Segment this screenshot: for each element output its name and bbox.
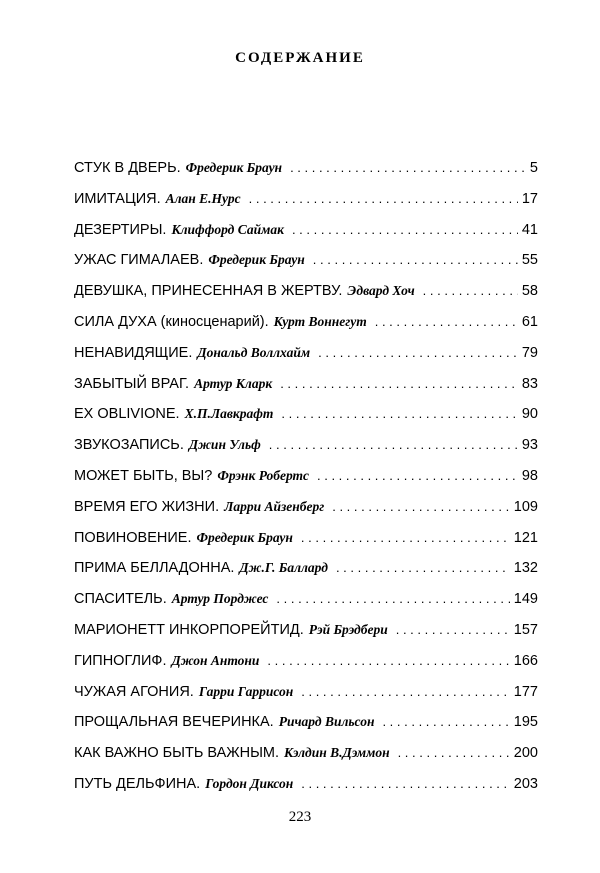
entry-page-number: 5 <box>529 160 538 176</box>
entry-author: Джин Ульф <box>188 437 261 453</box>
dot-leader <box>276 591 509 606</box>
entry-author: Алан Е.Нурс <box>165 190 241 206</box>
entry-page-number: 58 <box>521 283 538 300</box>
dot-leader <box>375 314 518 329</box>
entry-page-number: 149 <box>513 591 538 608</box>
dot-leader <box>301 684 510 699</box>
toc-entry <box>74 591 538 622</box>
toc-entry <box>74 406 538 437</box>
entry-page-number: 121 <box>513 529 538 546</box>
page-heading: СОДЕРЖАНИЕ <box>235 50 365 66</box>
dot-leader <box>301 776 510 791</box>
entry-page-number: 98 <box>521 467 538 484</box>
dot-leader <box>396 622 510 637</box>
entry-author: Артур Кларк <box>194 375 273 391</box>
entry-author: Дж.Г. Баллард <box>239 560 328 576</box>
entry-title: НЕНАВИДЯЩИЕ. <box>74 344 193 361</box>
toc-entry <box>74 191 538 222</box>
entry-author: Джон Антони <box>171 652 260 668</box>
entry-author: Дональд Воллхайм <box>197 344 311 360</box>
entry-title: EX OBLIVIONE. <box>74 406 180 423</box>
entry-author: Ларри Айзенберг <box>224 498 325 514</box>
entry-title: ПУТЬ ДЕЛЬФИНА. <box>74 775 201 792</box>
entry-title: КАК ВАЖНО БЫТЬ ВАЖНЫМ. <box>74 745 280 762</box>
entry-page-number: 200 <box>513 745 538 762</box>
dot-leader <box>301 530 510 545</box>
toc-entry <box>74 714 538 745</box>
entry-page-number: 109 <box>513 498 538 515</box>
entry-page-number: 166 <box>513 652 538 669</box>
toc-entry <box>74 222 538 253</box>
entry-title: СТУК В ДВЕРЬ. <box>74 160 181 176</box>
dot-leader <box>292 222 518 237</box>
toc-entry <box>74 376 538 407</box>
entry-author: Ричард Вильсон <box>278 714 375 730</box>
entry-title: СПАСИТЕЛЬ. <box>74 591 167 608</box>
dot-leader <box>423 283 518 298</box>
page-number: 223 <box>288 809 312 825</box>
entry-page-number: 177 <box>513 683 538 700</box>
toc-entry <box>74 684 538 715</box>
entry-title: СИЛА ДУХА (киносценарий). <box>74 313 269 330</box>
entry-page-number: 61 <box>521 313 538 330</box>
dot-leader <box>313 252 518 267</box>
entry-page-number: 93 <box>521 437 538 454</box>
toc-entry <box>74 468 538 499</box>
entry-page-number: 203 <box>513 775 538 792</box>
dot-leader <box>249 191 518 206</box>
toc-entry <box>74 437 538 468</box>
entry-author: Курт Воннегут <box>273 313 367 329</box>
toc-entry <box>74 314 538 345</box>
entry-title: ЧУЖАЯ АГОНИЯ. <box>74 683 194 700</box>
entry-title: МОЖЕТ БЫТЬ, ВЫ? <box>74 467 213 484</box>
dot-leader <box>398 745 510 760</box>
entry-title: ЗАБЫТЫЙ ВРАГ. <box>74 375 190 392</box>
entry-title: ДЕЗЕРТИРЫ. <box>74 221 167 238</box>
toc-entry <box>74 160 538 191</box>
entry-page-number: 132 <box>513 560 538 577</box>
dot-leader <box>269 437 518 452</box>
entry-page-number: 195 <box>513 714 538 731</box>
entry-author: Фредерик Браун <box>196 529 293 545</box>
entry-page-number: 41 <box>521 221 538 238</box>
entry-author: Гарри Гаррисон <box>198 683 294 699</box>
toc-entry <box>74 499 538 530</box>
toc-entry <box>74 776 538 807</box>
entry-author: Фредерик Браун <box>185 160 283 175</box>
toc-entry <box>74 560 538 591</box>
entry-author: Эдвард Хоч <box>347 283 415 299</box>
entry-page-number: 90 <box>521 406 538 423</box>
entry-page-number: 17 <box>521 190 538 207</box>
toc-entry <box>74 653 538 684</box>
dot-leader <box>336 560 510 575</box>
entry-author: Х.П.Лавкрафт <box>184 406 274 422</box>
toc-entry <box>74 283 538 314</box>
entry-title: ПРОЩАЛЬНАЯ ВЕЧЕРИНКА. <box>74 714 274 731</box>
dot-leader <box>290 160 526 175</box>
entry-title: ДЕВУШКА, ПРИНЕСЕННАЯ В ЖЕРТВУ. <box>74 283 343 300</box>
toc-entry <box>74 345 538 376</box>
entry-author: Гордон Диксон <box>205 775 294 791</box>
dot-leader <box>280 376 518 391</box>
toc-entry <box>74 745 538 776</box>
entry-title: ИМИТАЦИЯ. <box>74 190 161 207</box>
dot-leader <box>382 714 509 729</box>
dot-leader <box>317 468 518 483</box>
entry-author: Кэлдин В.Дэммон <box>284 745 390 761</box>
entry-title: ЗВУКОЗАПИСЬ. <box>74 437 184 454</box>
entry-author: Фредерик Браун <box>208 252 305 268</box>
toc-entry <box>74 252 538 283</box>
dot-leader <box>281 406 517 421</box>
entry-title: МАРИОНЕТТ ИНКОРПОРЕЙТИД. <box>74 621 304 638</box>
entry-title: ГИПНОГЛИФ. <box>74 652 167 669</box>
entry-author: Клиффорд Саймак <box>171 221 284 237</box>
dot-leader <box>332 499 510 514</box>
dot-leader <box>318 345 518 360</box>
entry-title: УЖАС ГИМАЛАЕВ. <box>74 252 204 269</box>
entry-title: ВРЕМЯ ЕГО ЖИЗНИ. <box>74 498 220 515</box>
entry-page-number: 55 <box>521 252 538 269</box>
entry-author: Рэй Брэдбери <box>308 621 388 637</box>
toc-entry <box>74 530 538 561</box>
toc-entry <box>74 622 538 653</box>
entry-page-number: 157 <box>513 621 538 638</box>
entry-page-number: 79 <box>521 344 538 361</box>
entry-page-number: 83 <box>521 375 538 392</box>
entry-title: ПРИМА БЕЛЛАДОННА. <box>74 560 235 577</box>
dot-leader <box>267 653 509 668</box>
entry-author: Артур Порджес <box>171 591 269 607</box>
table-of-contents <box>74 160 538 807</box>
entry-author: Фрэнк Робертс <box>217 467 310 483</box>
entry-title: ПОВИНОВЕНИЕ. <box>74 529 192 546</box>
